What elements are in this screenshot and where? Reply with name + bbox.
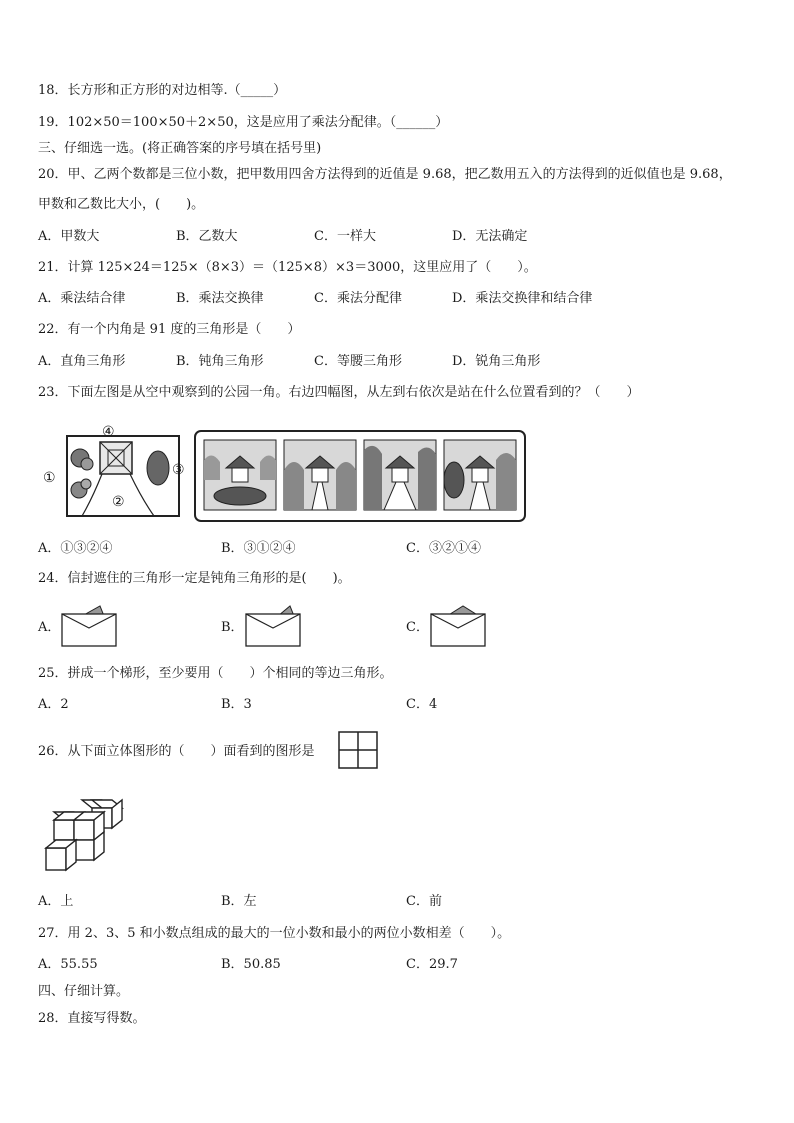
question-18: 18．长方形和正方形的对边相等.（_____） <box>38 83 287 98</box>
q25-option-c: C．4 <box>406 697 438 712</box>
view-4 <box>444 440 516 510</box>
question-19: 19．102×50＝100×50＋2×50，这是应用了乘法分配律。（______） <box>38 115 449 130</box>
q22-option-a: A．直角三角形 <box>38 354 126 369</box>
q23-option-c: C．③②①④ <box>406 541 481 556</box>
view-grid-icon <box>338 731 378 769</box>
view-1 <box>204 440 276 510</box>
position-label-4: ④ <box>102 424 115 440</box>
position-label-1: ① <box>43 470 56 486</box>
question-22: 22．有一个内角是 91 度的三角形是（ ） <box>38 322 301 337</box>
q25-option-b: B．3 <box>221 697 252 712</box>
section-3-heading: 三、仔细选一选。(将正确答案的序号填在括号里) <box>38 141 322 156</box>
q22-option-d: D．锐角三角形 <box>452 354 541 369</box>
q21-option-b: B．乘法交换律 <box>176 291 264 306</box>
envelope-a-icon <box>60 604 118 648</box>
q22-option-c: C．等腰三角形 <box>314 354 402 369</box>
cube-stack-figure <box>44 798 128 874</box>
q24-option-a: A． <box>38 620 61 635</box>
q23-option-a: A．①③②④ <box>38 541 113 556</box>
park-views-figure <box>194 430 526 522</box>
view-3 <box>364 440 436 510</box>
q23-option-b: B．③①②④ <box>221 541 296 556</box>
question-27: 27．用 2、3、5 和小数点组成的最大的一位小数和最小的两位小数相差（ ）。 <box>38 926 511 941</box>
question-24: 24．信封遮住的三角形一定是钝角三角形的是( )。 <box>38 571 351 586</box>
q20-option-b: B．乙数大 <box>176 229 238 244</box>
q25-option-a: A．2 <box>38 697 69 712</box>
q21-option-a: A．乘法结合律 <box>38 291 126 306</box>
question-20-line2: 甲数和乙数比大小，( )。 <box>38 197 205 212</box>
question-21: 21．计算 125×24＝125×（8×3）＝（125×8）×3＝3000，这里应用了（ ）。 <box>38 260 537 275</box>
q24-option-b: B． <box>221 620 244 635</box>
envelope-b-icon <box>244 604 302 648</box>
q21-option-d: D．乘法交换律和结合律 <box>452 291 593 306</box>
q22-option-b: B．钝角三角形 <box>176 354 264 369</box>
question-23: 23．下面左图是从空中观察到的公园一角。右边四幅图，从左到右依次是站在什么位置看到的？（ ） <box>38 385 640 400</box>
q26-option-c: C．前 <box>406 894 442 909</box>
section-4-heading: 四、仔细计算。 <box>38 984 130 999</box>
position-label-3: ③ <box>172 462 185 478</box>
q21-option-c: C．乘法分配律 <box>314 291 402 306</box>
park-aerial-figure <box>42 424 192 520</box>
question-25: 25．拼成一个梯形，至少要用（ ）个相同的等边三角形。 <box>38 666 393 681</box>
q20-option-d: D．无法确定 <box>452 229 528 244</box>
view-2 <box>284 440 356 510</box>
question-28: 28．直接写得数。 <box>38 1011 146 1026</box>
q27-option-a: A．55.55 <box>38 957 98 972</box>
q27-option-c: C．29.7 <box>406 957 458 972</box>
question-26-text: 26．从下面立体图形的（ ）面看到的图形是 <box>38 744 315 759</box>
envelope-c-icon <box>429 604 487 648</box>
q26-option-b: B．左 <box>221 894 257 909</box>
q26-option-a: A．上 <box>38 894 74 909</box>
q24-option-c: C． <box>406 620 429 635</box>
q20-option-c: C．一样大 <box>314 229 376 244</box>
q27-option-b: B．50.85 <box>221 957 281 972</box>
q20-option-a: A．甲数大 <box>38 229 100 244</box>
question-20-line1: 20．甲、乙两个数都是三位小数，把甲数用四舍方法得到的近值是 9.68，把乙数用五入的方法得到的近似值也是 9.68， <box>38 167 732 182</box>
question-26 <box>38 743 378 761</box>
position-label-2: ② <box>112 494 125 510</box>
